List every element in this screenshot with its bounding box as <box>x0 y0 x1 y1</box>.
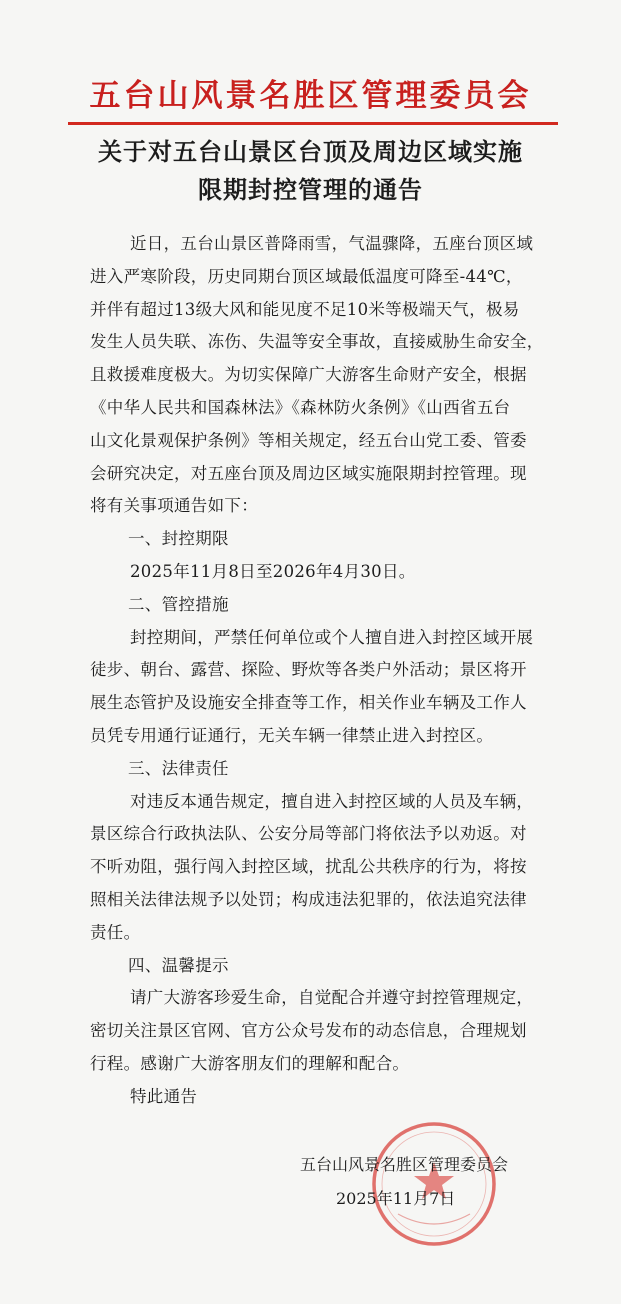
signature-block <box>300 1148 508 1216</box>
notice-title-line-2: 限期封控管理的通告 <box>198 175 423 204</box>
organization-header: 五台山风景名胜区管理委员会 <box>89 78 532 114</box>
intro-line: 发生人员失联、冻伤、失温等安全事故，直接威胁生命安全， <box>90 332 544 352</box>
intro-line: 《中华人民共和国森林法》《森林防火条例》《山西省五台 <box>90 397 511 417</box>
intro-line: 会研究决定，对五座台顶及周边区域实施限期封控管理。现 <box>90 463 527 483</box>
section-heading: 三、法律责任 <box>128 758 229 778</box>
section-line: 不听劝阻，强行闯入封控区域，扰乱公共秩序的行为，将按 <box>90 857 527 877</box>
section-line: 责任。 <box>90 922 141 942</box>
intro-line: 将有关事项通告如下： <box>90 496 258 516</box>
section-line: 密切关注景区官网、官方公众号发布的动态信息，合理规划 <box>90 1021 527 1041</box>
section-line: 徒步、朝台、露营、探险、野炊等各类户外活动；景区将开 <box>90 660 527 680</box>
notice-body <box>90 228 550 1114</box>
section-line: 请广大游客珍爱生命，自觉配合并遵守封控管理规定， <box>130 988 534 1008</box>
signature-date: 2025年11月7日 <box>336 1189 456 1208</box>
section-line: 封控期间，严禁任何单位或个人擅自进入封控区域开展 <box>130 627 534 647</box>
signature-organization: 五台山风景名胜区管理委员会 <box>300 1155 509 1174</box>
section-line: 2025年11月8日至2026年4月30日。 <box>130 561 416 581</box>
intro-line: 且救援难度极大。为切实保障广大游客生命财产安全，根据 <box>90 365 527 385</box>
intro-line: 山文化景观保护条例》等相关规定，经五台山党工委、管委 <box>90 430 527 450</box>
section-line: 景区综合行政执法队、公安分局等部门将依法予以劝返。对 <box>90 824 527 844</box>
intro-line: 并伴有超过13级大风和能见度不足10米等极端天气，极易 <box>90 299 520 319</box>
section-line: 照相关法律法规予以处罚；构成违法犯罪的，依法追究法律 <box>90 889 527 909</box>
section-line: 展生态管护及设施安全排查等工作，相关作业车辆及工作人 <box>90 693 527 713</box>
closing-text: 特此通告 <box>130 1086 198 1106</box>
section-heading: 一、封控期限 <box>128 529 229 549</box>
notice-title-line-1: 关于对五台山景区台顶及周边区域实施 <box>98 137 523 166</box>
section-line: 对违反本通告规定，擅自进入封控区域的人员及车辆， <box>130 791 534 811</box>
intro-line: 进入严寒阶段，历史同期台顶区域最低温度可降至-44℃， <box>90 266 523 286</box>
intro-line: 近日，五台山景区普降雨雪，气温骤降，五座台顶区域 <box>130 234 534 253</box>
section-heading: 二、管控措施 <box>128 594 229 614</box>
section-heading: 四、温馨提示 <box>128 955 229 975</box>
red-divider <box>68 122 558 125</box>
notice-title <box>0 133 621 209</box>
section-line: 员凭专用通行证通行，无关车辆一律禁止进入封控区。 <box>90 725 494 745</box>
section-line: 行程。感谢广大游客朋友们的理解和配合。 <box>90 1053 410 1073</box>
